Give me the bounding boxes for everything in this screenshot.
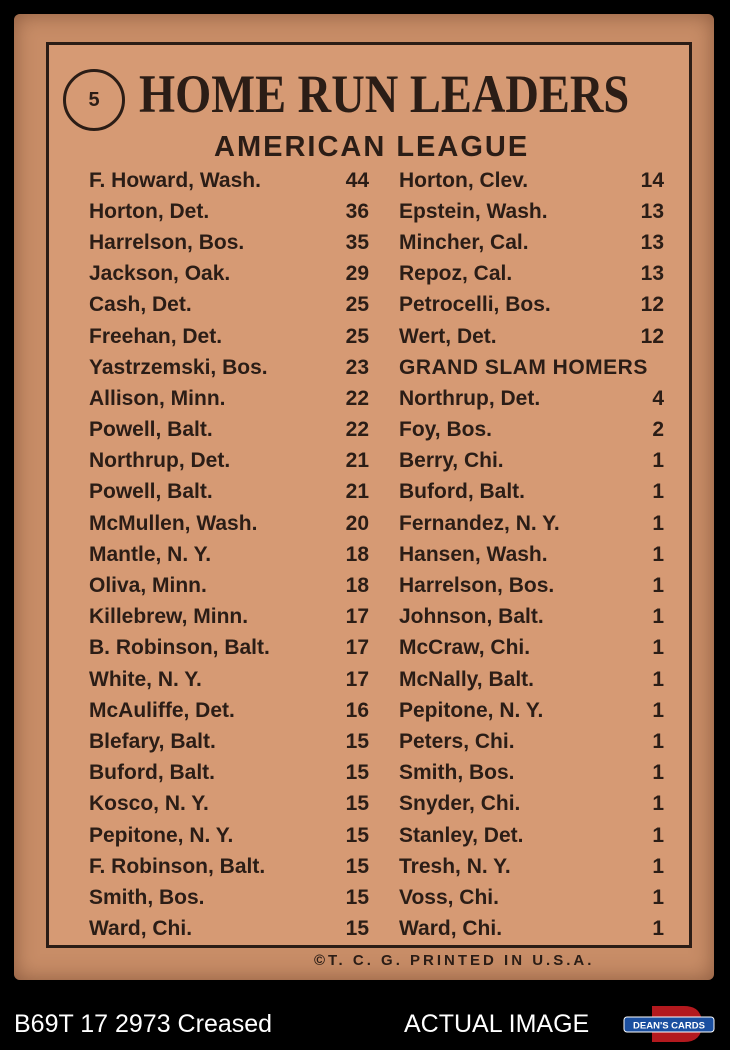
leader-row [399,539,664,570]
leader-row [399,695,664,726]
player-name: Jackson, Oak. [89,262,231,286]
card-number-badge [63,69,125,131]
player-name: Powell, Balt. [89,418,213,442]
player-name: Peters, Chi. [399,729,515,753]
player-name: Northrup, Det. [89,449,231,473]
leader-row [89,383,369,414]
home-run-count: 15 [345,885,369,909]
leader-row [89,352,369,383]
leader-row [399,726,664,757]
home-run-count: 44 [345,168,369,192]
leader-row [89,477,369,508]
leader-row [89,196,369,227]
player-name: Freehan, Det. [89,324,223,348]
player-name: Tresh, N. Y. [399,854,511,878]
leader-row [89,851,369,882]
home-run-count: 22 [345,418,369,442]
home-run-count: 18 [345,542,369,566]
leader-row [399,165,664,196]
leader-row [399,415,664,446]
leader-row [89,726,369,757]
home-run-count: 15 [345,823,369,847]
player-name: Kosco, N. Y. [89,792,209,816]
player-name: Cash, Det. [89,293,192,317]
leader-row [89,664,369,695]
home-run-count: 18 [345,574,369,598]
player-name: Horton, Det. [89,199,210,223]
card-title: HOME RUN LEADERS [139,64,630,124]
player-name: Buford, Balt. [399,480,525,504]
leader-row [89,165,369,196]
leader-row [399,227,664,258]
player-name: McMullen, Wash. [89,511,258,535]
leader-row [89,290,369,321]
home-run-count: 15 [345,729,369,753]
player-name: Powell, Balt. [89,480,213,504]
card-frame [46,42,692,948]
leader-row [399,196,664,227]
player-name: Hansen, Wash. [399,542,548,566]
leader-row [399,602,664,633]
leader-row [89,570,369,601]
home-run-count: 1 [652,605,664,629]
home-run-count: 17 [345,636,369,660]
home-run-count: 14 [640,168,664,192]
player-name: McCraw, Chi. [399,636,531,660]
leader-row [399,477,664,508]
player-name: White, N. Y. [89,667,202,691]
player-name: Pepitone, N. Y. [399,698,544,722]
leader-row [399,508,664,539]
home-run-count: 1 [652,792,664,816]
leader-row [89,539,369,570]
leader-row [399,820,664,851]
player-name: Ward, Chi. [399,917,503,941]
leader-row [89,508,369,539]
player-name: Johnson, Balt. [399,605,544,629]
home-run-count: 35 [345,230,369,254]
leader-row [399,290,664,321]
leader-row [399,882,664,913]
leader-row [399,570,664,601]
leader-row [89,259,369,290]
player-name: Fernandez, N. Y. [399,511,560,535]
home-run-count: 13 [640,230,664,254]
actual-image-caption: ACTUAL IMAGE [404,1010,590,1038]
home-run-count: 23 [345,355,369,379]
leader-row [89,695,369,726]
player-name: Epstein, Wash. [399,199,548,223]
leader-row [399,633,664,664]
leader-row [89,415,369,446]
home-run-count: 15 [345,761,369,785]
player-name: Northrup, Det. [399,386,541,410]
player-name: Berry, Chi. [399,449,504,473]
player-name: Buford, Balt. [89,761,215,785]
home-run-count: 1 [652,449,664,473]
player-name: Voss, Chi. [399,885,499,909]
leader-row [89,789,369,820]
leader-row [399,758,664,789]
player-name: F. Howard, Wash. [89,168,261,192]
home-run-count: 12 [640,324,664,348]
player-name: Harrelson, Bos. [89,230,245,254]
player-name: Foy, Bos. [399,418,492,442]
player-name: Snyder, Chi. [399,792,521,816]
leader-row [399,664,664,695]
home-run-count: 1 [652,636,664,660]
baseball-card [14,14,714,980]
home-run-count: 13 [640,199,664,223]
leader-row [399,259,664,290]
home-run-count: 1 [652,542,664,566]
home-run-count: 21 [345,449,369,473]
player-name: Pepitone, N. Y. [89,823,234,847]
leader-row [89,321,369,352]
player-name: B. Robinson, Balt. [89,636,270,660]
leader-row [399,851,664,882]
home-run-count: 1 [652,854,664,878]
player-name: Allison, Minn. [89,386,226,410]
leader-row [89,914,369,945]
home-run-count: 1 [652,761,664,785]
leader-row [89,227,369,258]
leader-row [89,758,369,789]
player-name: McNally, Balt. [399,667,534,691]
home-run-count: 13 [640,262,664,286]
right-leaders-list [399,165,664,945]
leader-row [399,789,664,820]
home-run-count: 15 [345,792,369,816]
home-run-count: 22 [345,386,369,410]
home-run-count: 2 [652,418,664,442]
player-name: Wert, Det. [399,324,497,348]
leader-row [399,383,664,414]
home-run-count: 4 [652,386,664,410]
leader-row [89,602,369,633]
home-run-count: 15 [345,854,369,878]
home-run-count: 1 [652,917,664,941]
home-run-count: 1 [652,885,664,909]
leader-row [89,446,369,477]
home-run-count: 1 [652,574,664,598]
card-subtitle: AMERICAN LEAGUE [214,131,530,163]
leader-row [89,633,369,664]
home-run-count: 1 [652,667,664,691]
card-description-caption: B69T 17 2973 Creased [14,1010,273,1038]
home-run-count: 29 [345,262,369,286]
logo-text: DEAN'S CARDS [633,1020,705,1032]
home-run-count: 21 [345,480,369,504]
home-run-count: 17 [345,667,369,691]
player-name: Horton, Clev. [399,168,529,192]
grand-slam-heading: GRAND SLAM HOMERS [399,355,648,379]
leader-row [399,446,664,477]
home-run-count: 16 [345,698,369,722]
deans-cards-logo [622,1004,716,1044]
player-name: Blefary, Balt. [89,729,216,753]
copyright-line: ©T. C. G. PRINTED IN U.S.A. [314,952,595,969]
player-name: Stanley, Det. [399,823,524,847]
player-name: Killebrew, Minn. [89,605,249,629]
player-name: Yastrzemski, Bos. [89,355,268,379]
player-name: McAuliffe, Det. [89,698,235,722]
home-run-count: 15 [345,917,369,941]
home-run-count: 1 [652,698,664,722]
player-name: Mantle, N. Y. [89,542,212,566]
home-run-count: 1 [652,823,664,847]
leader-row [89,820,369,851]
player-name: Smith, Bos. [399,761,515,785]
player-name: Harrelson, Bos. [399,574,555,598]
player-name: Mincher, Cal. [399,230,529,254]
player-name: Repoz, Cal. [399,262,513,286]
home-run-count: 12 [640,293,664,317]
player-name: Oliva, Minn. [89,574,207,598]
player-name: Ward, Chi. [89,917,193,941]
home-run-count: 1 [652,511,664,535]
home-run-count: 25 [345,293,369,317]
player-name: F. Robinson, Balt. [89,854,266,878]
home-run-count: 20 [345,511,369,535]
player-name: Petrocelli, Bos. [399,293,551,317]
leader-row [399,914,664,945]
player-name: Smith, Bos. [89,885,205,909]
home-run-count: 1 [652,480,664,504]
leader-row [89,882,369,913]
card-number: 5 [88,88,100,111]
leader-row [399,321,664,352]
home-run-count: 36 [345,199,369,223]
home-run-count: 1 [652,729,664,753]
left-leaders-list [89,165,369,945]
home-run-count: 25 [345,324,369,348]
home-run-count: 17 [345,605,369,629]
